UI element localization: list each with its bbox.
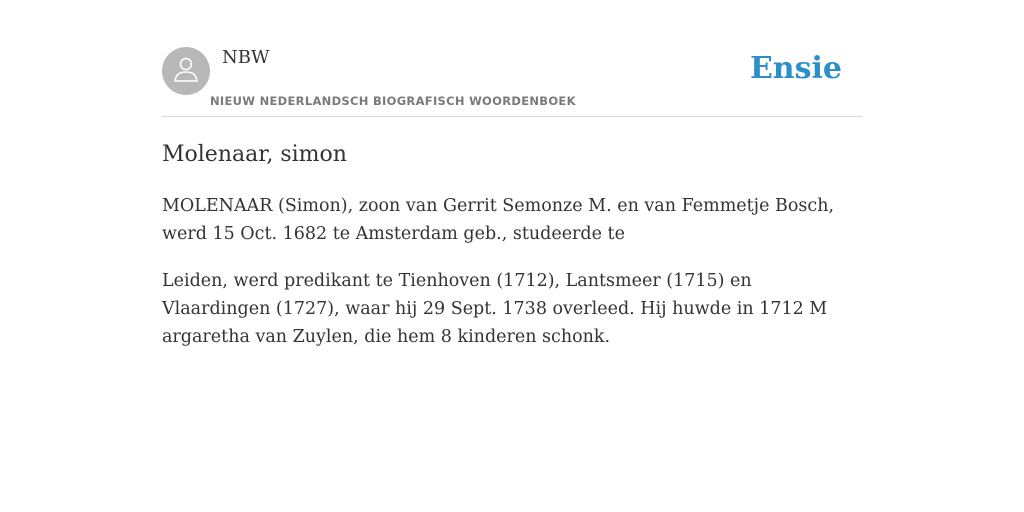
- paragraph: MOLENAAR (Simon), zoon van Gerrit Semonze M. en van Femmetje Bosch, werd 15 Oct. 1682 te Amsterdam geb., studeerde te: [162, 196, 835, 244]
- brand-logo-link[interactable]: Ensie: [749, 51, 842, 86]
- source-abbreviation[interactable]: NBW: [222, 47, 270, 68]
- avatar[interactable]: [162, 47, 210, 95]
- page-title: Molenaar, simon: [162, 142, 347, 167]
- article-body: [162, 192, 864, 370]
- user-silhouette-icon: [171, 54, 201, 89]
- paragraph: Leiden, werd predikant te Tienhoven (1712), Lantsmeer (1715) en Vlaardingen (1727), waar hij 29 Sept. 1738 overleed. Hij huwde in 1712 M argaretha van Zuylen, die hem 8 kinderen schonk.: [162, 271, 828, 347]
- entry-header: [162, 40, 862, 117]
- source-full-name: NIEUW NEDERLANDSCH BIOGRAFISCH WOORDENBOEK: [210, 94, 576, 108]
